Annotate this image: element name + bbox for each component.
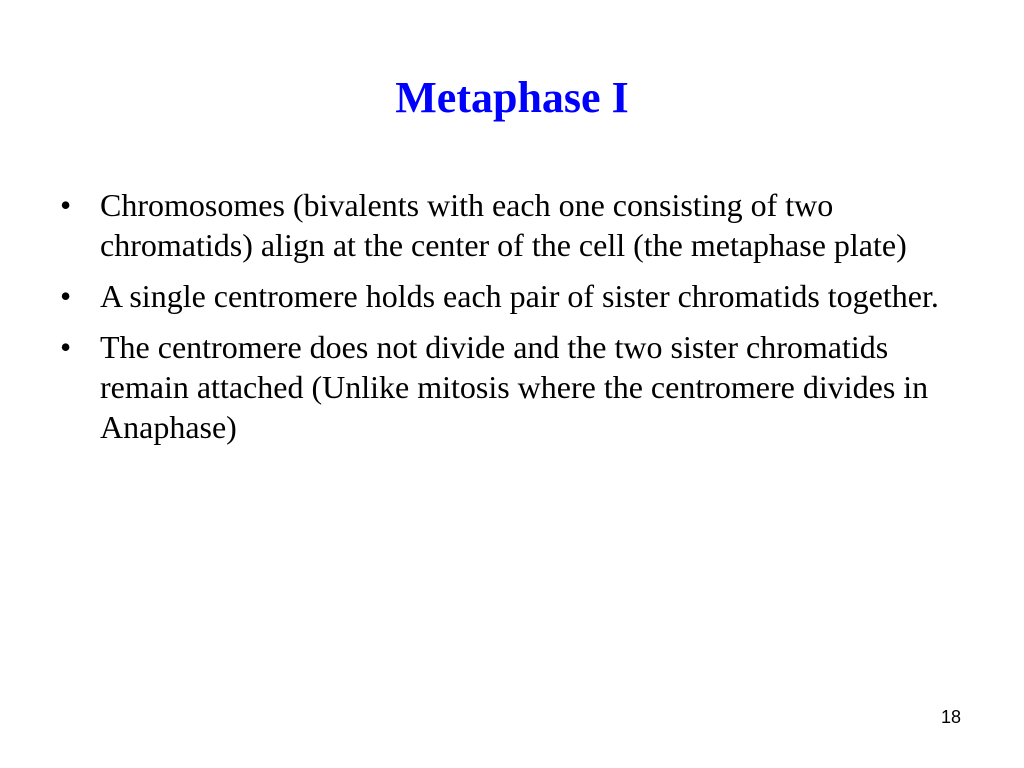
bullet-item — [60, 276, 980, 316]
bullet-marker: • — [60, 278, 72, 314]
page-number: 18 — [940, 707, 961, 727]
bullet-text: A single centromere holds each pair of sister chromatids together. — [100, 278, 939, 314]
bullet-text: The centromere does not divide and the two sister chromatids remain attached (Unlike mitosis where the centromere divides in Anaphase) — [100, 329, 929, 445]
bullet-text: Chromosomes (bivalents with each one consisting of two chromatids) align at the center of the cell (the metaphase plate) — [100, 187, 907, 263]
bullet-item — [60, 327, 980, 447]
bullet-item — [60, 185, 980, 265]
bullet-marker: • — [60, 329, 72, 365]
bullet-list — [60, 185, 980, 458]
bullet-marker: • — [60, 187, 72, 223]
slide-title: Metaphase I — [395, 73, 629, 122]
